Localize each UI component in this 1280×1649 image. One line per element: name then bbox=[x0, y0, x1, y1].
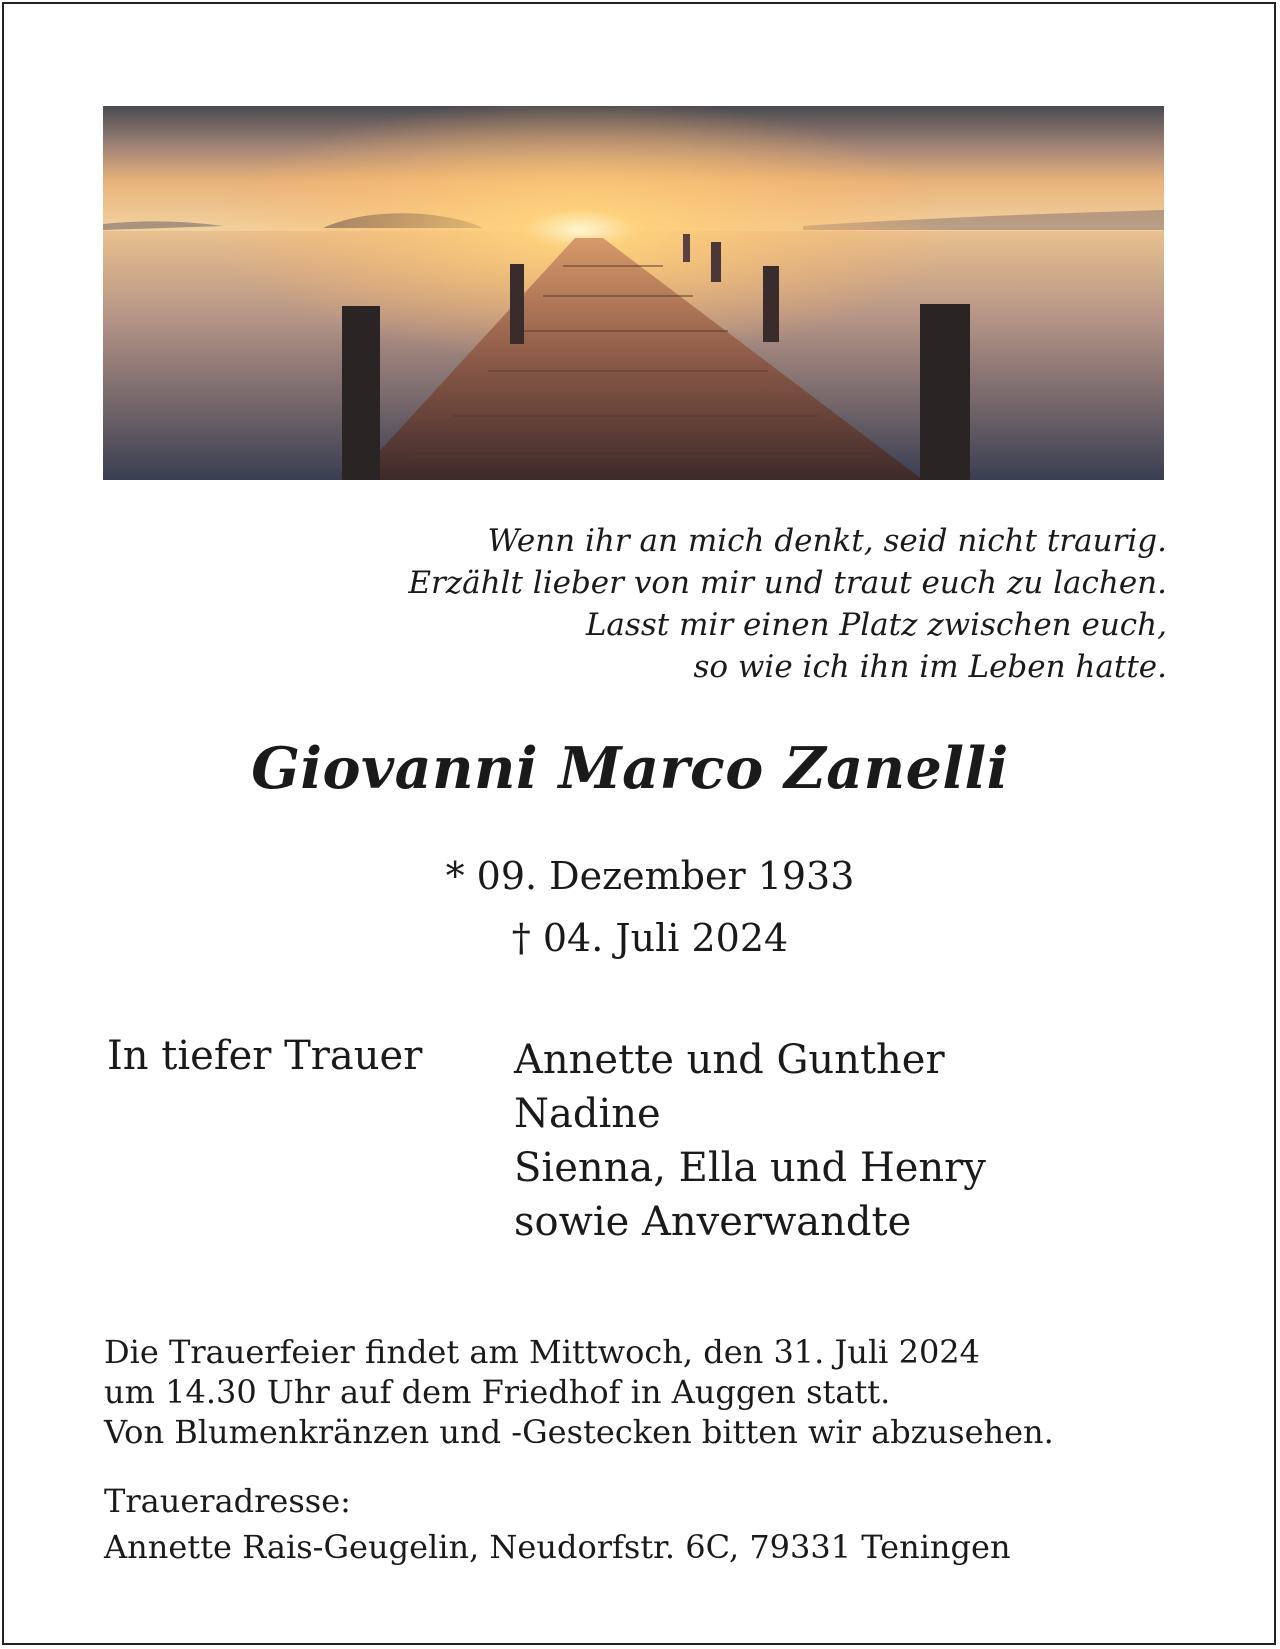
mourner-line: sowie Anverwandte bbox=[514, 1199, 912, 1245]
mourner-line: Nadine bbox=[514, 1091, 661, 1137]
address-value: Annette Rais-Geugelin, Neudorfstr. 6C, 79331 Teningen bbox=[104, 1528, 1011, 1566]
mourning-address bbox=[104, 1478, 1011, 1570]
deceased-name: Giovanni Marco Zanelli bbox=[251, 735, 1009, 802]
mourner-line: Sienna, Ella und Henry bbox=[514, 1145, 986, 1191]
ceremony-line: Die Trauerfeier findet am Mittwoch, den 31. Juli 2024 bbox=[104, 1333, 981, 1371]
ceremony-line: Von Blumenkränzen und -Gestecken bitten wir abzusehen. bbox=[104, 1413, 1054, 1451]
life-dates bbox=[400, 845, 900, 969]
mourning-label: In tiefer Trauer bbox=[107, 1033, 423, 1079]
ceremony-info bbox=[104, 1332, 1054, 1452]
poem-line: so wie ich ihn im Leben hatte. bbox=[693, 649, 1167, 685]
mourner-line: Annette und Gunther bbox=[514, 1037, 945, 1083]
poem-line: Erzählt lieber von mir und traut euch zu lachen. bbox=[408, 565, 1167, 601]
jetty-sunset-image bbox=[103, 106, 1164, 480]
ceremony-line: um 14.30 Uhr auf dem Friedhof in Auggen statt. bbox=[104, 1373, 891, 1411]
mourners-list bbox=[514, 1033, 986, 1249]
memorial-poem bbox=[408, 520, 1167, 688]
death-date: † 04. Juli 2024 bbox=[511, 916, 789, 960]
birth-date: * 09. Dezember 1933 bbox=[445, 854, 855, 898]
poem-line: Wenn ihr an mich denkt, seid nicht traurig. bbox=[487, 523, 1167, 559]
poem-line: Lasst mir einen Platz zwischen euch, bbox=[585, 607, 1167, 643]
address-label: Traueradresse: bbox=[104, 1482, 351, 1520]
jetty-sunset-illustration bbox=[103, 106, 1164, 480]
